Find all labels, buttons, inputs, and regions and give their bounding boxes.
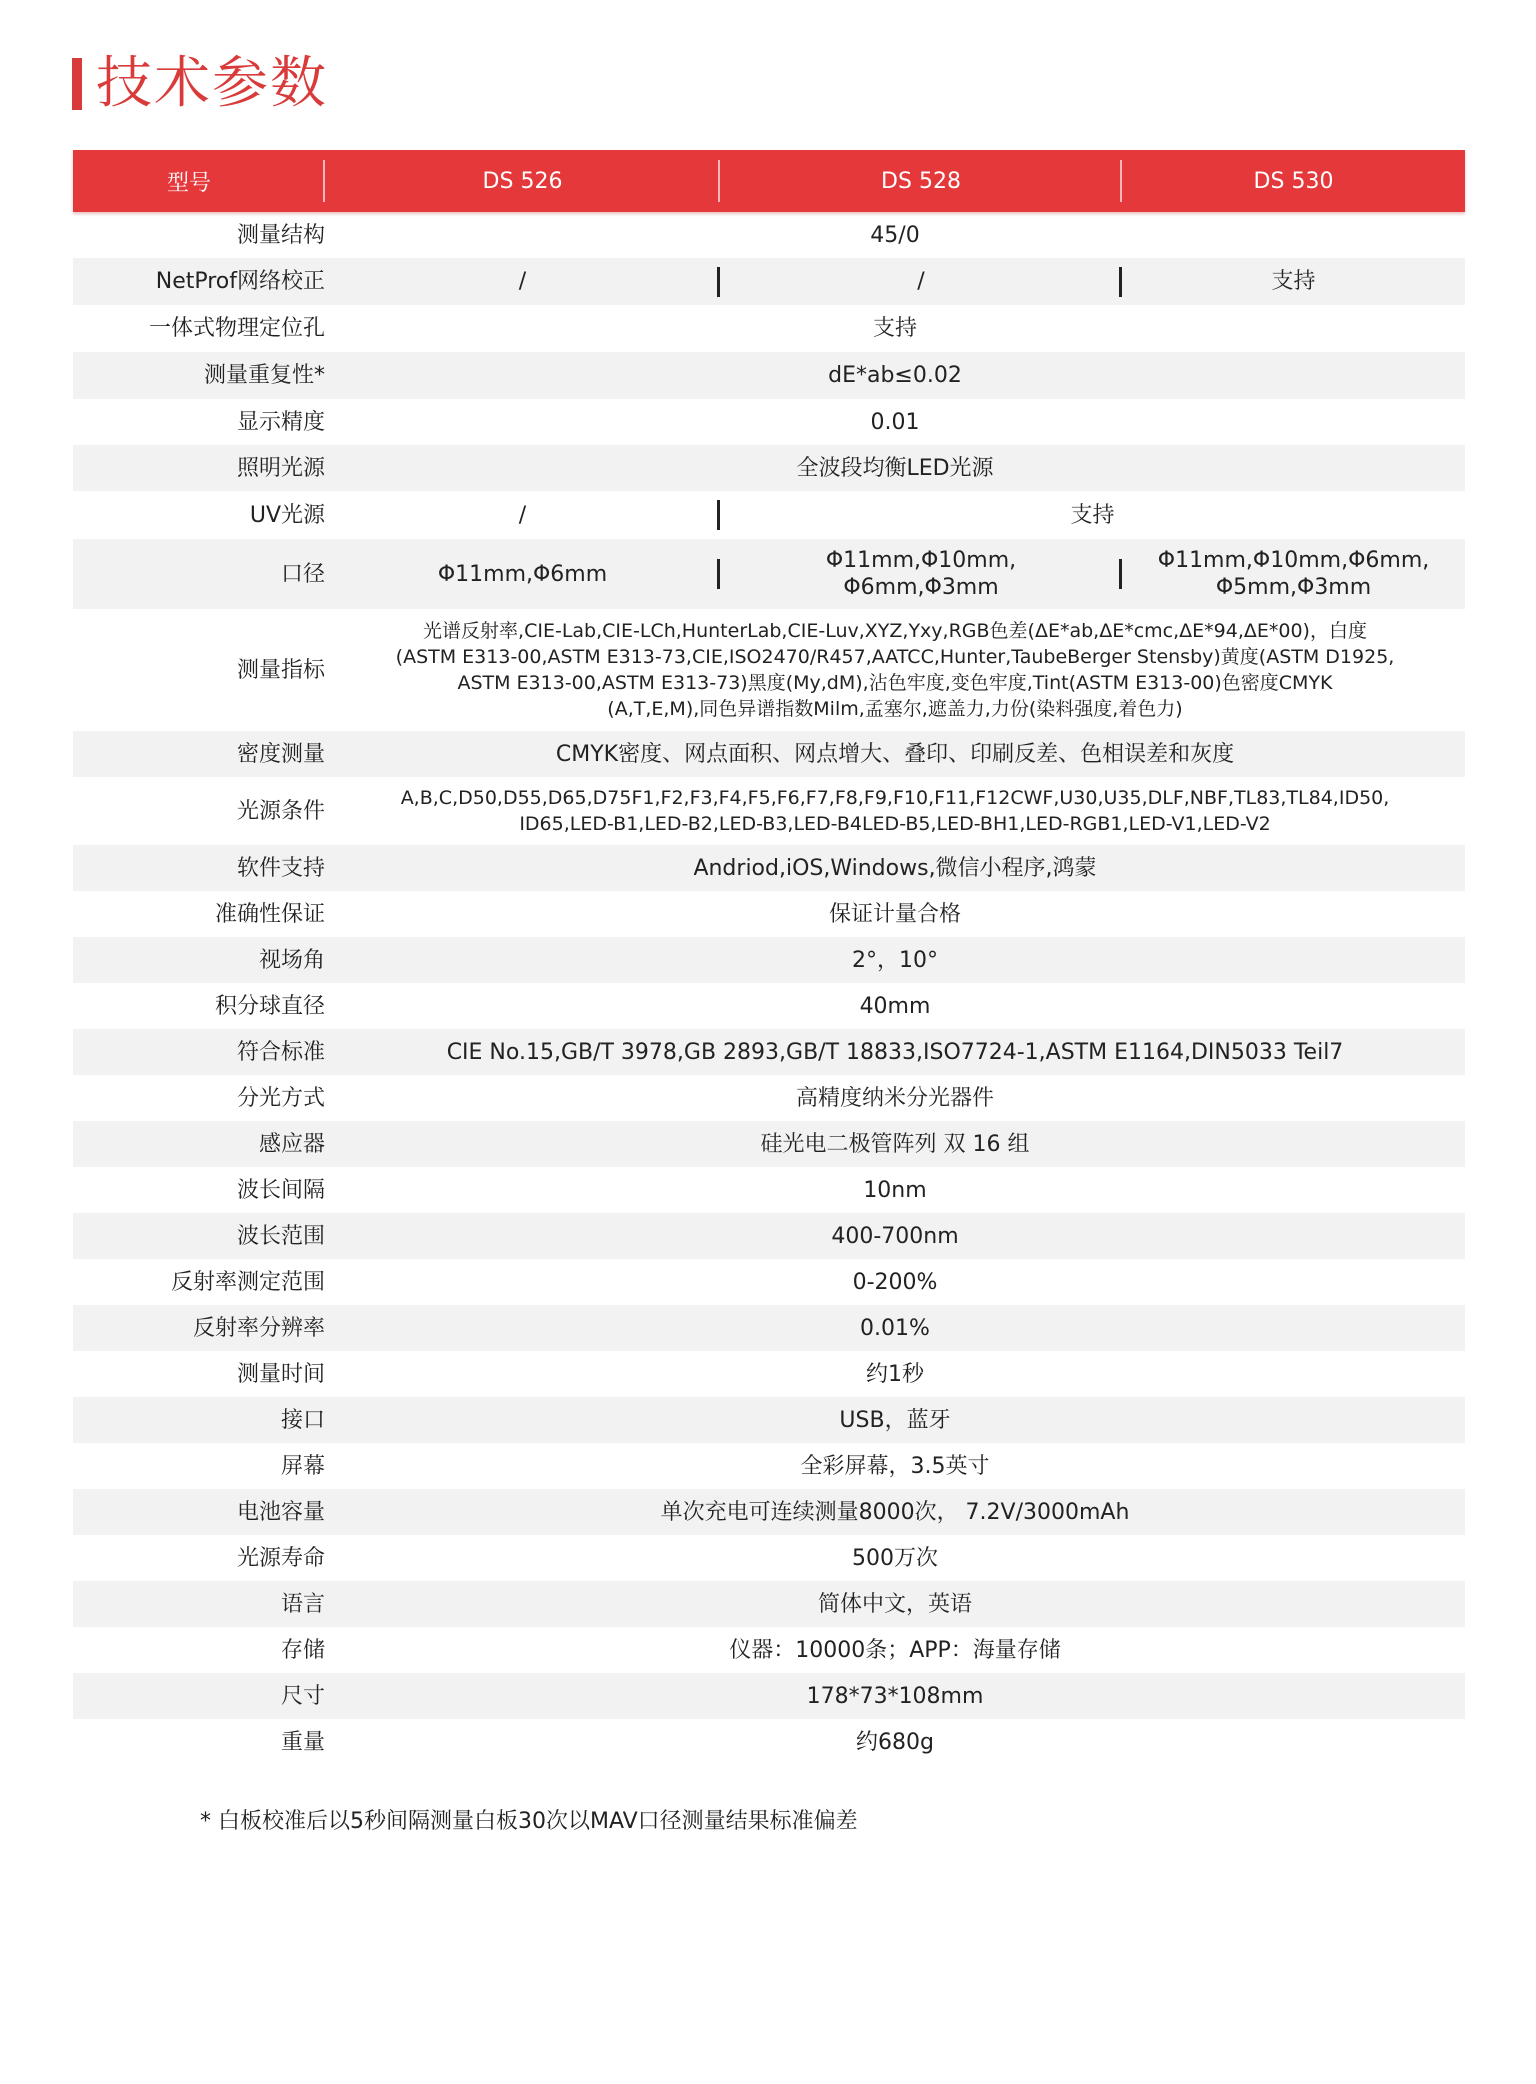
row-value: 全彩屏幕，3.5英寸 xyxy=(800,1453,990,1479)
row-label: 测量时间 xyxy=(236,1361,325,1387)
row-label: 准确性保证 xyxy=(214,901,325,927)
table-row xyxy=(73,1719,1465,1765)
row-value-line: Φ6mm,Φ3mm xyxy=(843,575,999,600)
table-row xyxy=(73,212,1465,258)
table-row xyxy=(73,491,1465,539)
row-label: 存储 xyxy=(280,1637,325,1663)
row-label: NetProf网络校正 xyxy=(155,269,325,294)
row-value-line: ID65,LED-B1,LED-B2,LED-B3,LED-B4LED-B5,LED-BH1,LED-RGB1,LED-V1,LED-V2 xyxy=(519,813,1271,835)
row-value: 支持 xyxy=(872,316,917,341)
spec-table xyxy=(73,150,1465,1765)
row-label: 显示精度 xyxy=(236,409,325,435)
table-row xyxy=(73,399,1465,445)
table-row xyxy=(73,1075,1465,1121)
row-value: dE*ab≤0.02 xyxy=(828,363,962,388)
row-value: 硅光电二极管阵列 双 16 组 xyxy=(760,1131,1030,1157)
table-row xyxy=(73,1489,1465,1535)
table-row xyxy=(73,445,1465,491)
row-label: 测量重复性* xyxy=(203,363,325,388)
table-row xyxy=(73,1167,1465,1213)
row-value-ds526: / xyxy=(325,258,720,305)
row-value: 400-700nm xyxy=(831,1223,959,1249)
row-label: 电池容量 xyxy=(236,1499,325,1525)
row-label: 软件支持 xyxy=(236,855,325,881)
title-accent-bar xyxy=(72,58,82,110)
row-label: 反射率分辨率 xyxy=(192,1315,325,1341)
row-value-line: (A,T,E,M),同色异谱指数Milm,孟塞尔,遮盖力,力份(染料强度,着色力) xyxy=(607,698,1183,720)
row-value: 0-200% xyxy=(852,1269,938,1295)
row-label: 接口 xyxy=(280,1407,325,1433)
row-value: 全波段均衡LED光源 xyxy=(796,455,994,481)
row-label: 重量 xyxy=(280,1729,325,1755)
header-model-ds528: DS 528 xyxy=(720,150,1122,212)
table-row xyxy=(73,1305,1465,1351)
table-row xyxy=(73,1673,1465,1719)
row-value: 0.01 xyxy=(870,409,920,435)
row-label: 语言 xyxy=(280,1591,325,1617)
table-row xyxy=(73,609,1465,731)
header-model-ds526: DS 526 xyxy=(325,150,720,212)
table-row xyxy=(73,777,1465,845)
row-value: 高精度纳米分光器件 xyxy=(795,1085,994,1111)
page-title: 技术参数 xyxy=(96,51,328,116)
row-value-line: ASTM E313-00,ASTM E313-73)黑度(My,dM),沾色牢度,变色牢度,Tint(ASTM E313-00)色密度CMYK xyxy=(457,672,1333,694)
row-label: UV光源 xyxy=(249,502,325,528)
table-row xyxy=(73,1213,1465,1259)
row-value-ds528-530: 支持 xyxy=(1070,502,1115,528)
table-row xyxy=(73,352,1465,399)
row-value-line: Φ11mm,Φ10mm,Φ6mm, xyxy=(1157,548,1430,573)
table-row xyxy=(73,1443,1465,1489)
table-row xyxy=(73,937,1465,983)
row-value xyxy=(325,777,1465,845)
row-label: 波长范围 xyxy=(236,1223,325,1249)
row-value: 178*73*108mm xyxy=(806,1683,984,1709)
row-value: 2°，10° xyxy=(852,947,938,973)
table-row xyxy=(73,1029,1465,1075)
row-label: 尺寸 xyxy=(280,1683,325,1709)
row-label: 视场角 xyxy=(258,947,325,973)
row-value: USB，蓝牙 xyxy=(839,1407,951,1433)
table-row xyxy=(73,845,1465,891)
table-row xyxy=(73,891,1465,937)
row-value xyxy=(325,609,1465,731)
row-label: 口径 xyxy=(280,561,325,587)
row-value: 简体中文，英语 xyxy=(817,1591,972,1617)
row-value-line: Φ5mm,Φ3mm xyxy=(1215,575,1372,600)
row-label: 测量结构 xyxy=(236,222,325,248)
row-value-line: Φ11mm,Φ10mm, xyxy=(825,548,1017,573)
table-row xyxy=(73,1627,1465,1673)
table-row xyxy=(73,1397,1465,1443)
row-value: 10nm xyxy=(863,1177,927,1203)
row-label: 符合标准 xyxy=(236,1039,325,1065)
row-value: 500万次 xyxy=(852,1545,938,1571)
row-value-ds528 xyxy=(720,539,1122,609)
row-value-line: 光谱反射率,CIE-Lab,CIE-LCh,HunterLab,CIE-Luv,XYZ,Yxy,RGB色差(ΔE*ab,ΔE*cmc,ΔE*94,ΔE*00)，白度 xyxy=(423,620,1367,642)
row-value: CMYK密度、网点面积、网点增大、叠印、印刷反差、色相误差和灰度 xyxy=(555,741,1235,767)
row-value-ds526: Φ11mm,Φ6mm xyxy=(325,539,720,609)
footnote: * 白板校准后以5秒间隔测量白板30次以MAV口径测量结果标准偏差 xyxy=(200,1809,858,1834)
table-row xyxy=(73,731,1465,777)
row-label: 测量指标 xyxy=(236,657,325,683)
table-row xyxy=(73,1121,1465,1167)
row-label: 照明光源 xyxy=(236,455,325,481)
header-model-label: 型号 xyxy=(73,150,325,212)
row-label: 光源寿命 xyxy=(236,1545,325,1571)
table-row xyxy=(73,1535,1465,1581)
row-value: 约680g xyxy=(856,1729,934,1755)
row-label: 密度测量 xyxy=(236,741,325,767)
row-label: 屏幕 xyxy=(280,1453,325,1479)
row-label: 分光方式 xyxy=(236,1085,325,1111)
table-row xyxy=(73,1351,1465,1397)
row-value-ds528: / xyxy=(720,258,1122,305)
table-row xyxy=(73,258,1465,305)
table-row xyxy=(73,1581,1465,1627)
row-value-ds530: 支持 xyxy=(1271,269,1316,294)
row-label: 一体式物理定位孔 xyxy=(148,316,325,341)
header-model-ds530: DS 530 xyxy=(1253,168,1334,194)
row-label: 感应器 xyxy=(258,1131,325,1157)
row-value: 45/0 xyxy=(870,222,920,248)
row-value-line: (ASTM E313-00,ASTM E313-73,CIE,ISO2470/R457,AATCC,Hunter,TaubeBerger Stensby)黄度(ASTM D1925, xyxy=(395,646,1395,668)
row-value: CIE No.15,GB/T 3978,GB 2893,GB/T 18833,ISO7724-1,ASTM E1164,DIN5033 Teil7 xyxy=(446,1039,1344,1065)
table-row xyxy=(73,1259,1465,1305)
row-value: 单次充电可连续测量8000次， 7.2V/3000mAh xyxy=(660,1499,1130,1525)
row-value: 约1秒 xyxy=(866,1361,924,1387)
table-header xyxy=(73,150,1465,212)
row-label: 积分球直径 xyxy=(214,993,325,1019)
row-label: 反射率测定范围 xyxy=(170,1269,325,1295)
row-value: 保证计量合格 xyxy=(828,901,961,927)
row-value: 40mm xyxy=(859,993,931,1019)
row-value-ds526: / xyxy=(325,491,720,539)
row-value-ds530 xyxy=(1122,539,1465,609)
table-row xyxy=(73,305,1465,352)
row-value: Andriod,iOS,Windows,微信小程序,鸿蒙 xyxy=(693,855,1097,881)
row-value: 0.01% xyxy=(860,1315,930,1341)
row-label: 光源条件 xyxy=(236,798,325,824)
row-value-line: A,B,C,D50,D55,D65,D75F1,F2,F3,F4,F5,F6,F7,F8,F9,F10,F11,F12CWF,U30,U35,DLF,NBF,TL83,TL84,ID50, xyxy=(400,787,1390,809)
row-label: 波长间隔 xyxy=(236,1177,325,1203)
page-title-block xyxy=(72,52,328,116)
table-row xyxy=(73,539,1465,609)
table-row xyxy=(73,983,1465,1029)
row-value: 仪器：10000条；APP：海量存储 xyxy=(729,1637,1061,1663)
